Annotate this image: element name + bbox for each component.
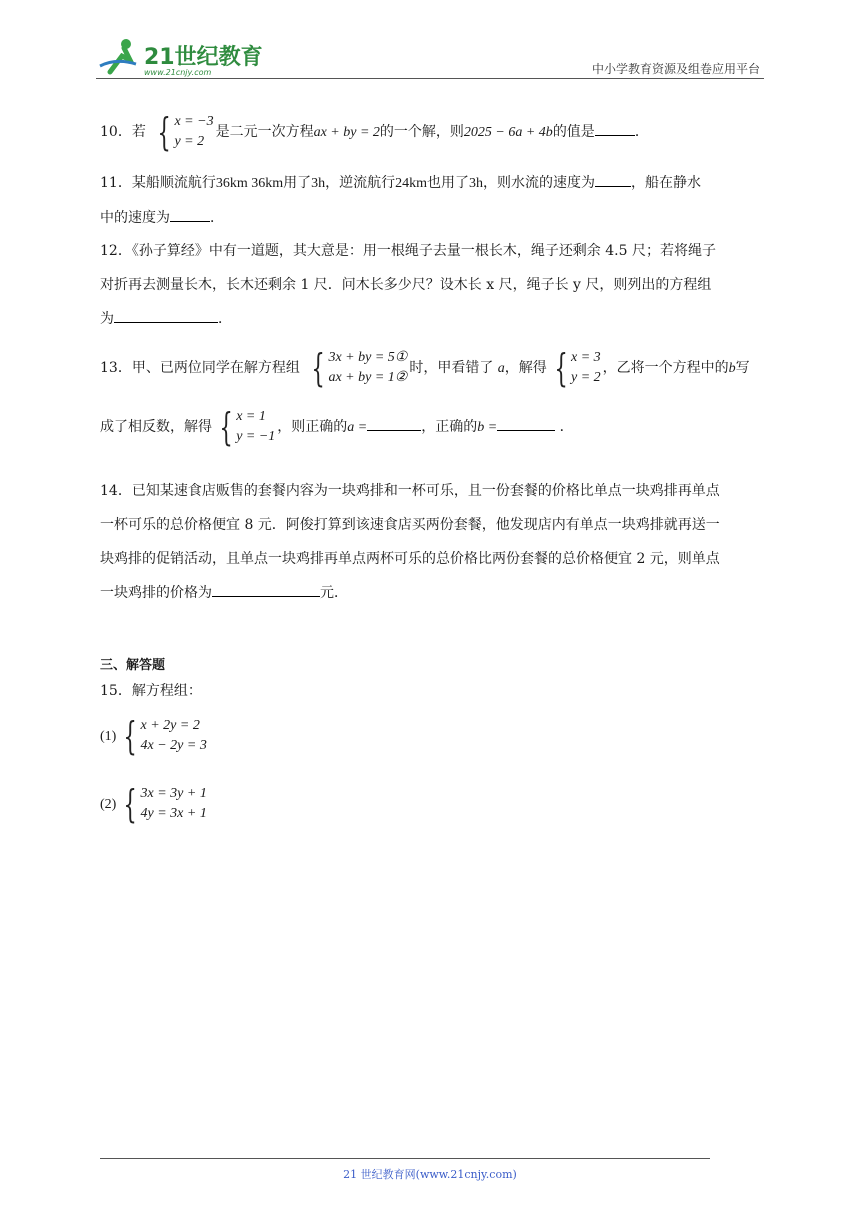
q11-text-e: ，逆流航行 bbox=[325, 175, 396, 191]
q15-p1-row1: x + 2y = 2 bbox=[140, 718, 200, 733]
q10-number: 10．若 bbox=[100, 124, 146, 140]
q11-distance: 36km 36km bbox=[215, 176, 284, 191]
header-platform-text: 中小学教育资源及组卷应用平台 bbox=[591, 62, 760, 76]
footer-divider bbox=[100, 1158, 710, 1159]
q15-title: 15．解方程组： bbox=[100, 683, 202, 699]
q13-blank-b[interactable] bbox=[497, 416, 555, 431]
q13-text-a: 13．甲、已两位同学在解方程组 bbox=[100, 360, 300, 376]
q15-p2-row1: 3x = 3y + 1 bbox=[140, 786, 207, 801]
q13-var-b: b bbox=[728, 361, 736, 376]
q13-text-c: ，解得 bbox=[504, 360, 547, 376]
q13-solution-jia bbox=[549, 348, 601, 388]
q14-answer-blank[interactable] bbox=[212, 582, 320, 597]
q11-text-j: ，船在静水 bbox=[631, 175, 701, 191]
q13-text-b: 时，甲看错了 bbox=[409, 360, 494, 376]
brace-icon: { bbox=[311, 346, 326, 390]
question-11 bbox=[100, 166, 762, 235]
question-10 bbox=[100, 112, 762, 152]
q13-a-equals: a = bbox=[347, 420, 368, 435]
q14-line1: 14．已知某速食店贩售的套餐内容为一块鸡排和一杯可乐，且一份套餐的价格比单点一块鸡排再单点 bbox=[100, 483, 720, 499]
q11-text-g: 也用了 bbox=[427, 175, 469, 191]
q15-p1-label: (1) bbox=[100, 729, 117, 744]
q13-period: ． bbox=[559, 419, 574, 435]
header-divider bbox=[96, 78, 764, 79]
q13-text-d: ，乙将一个方程中的 bbox=[602, 360, 729, 376]
q11-text-c: 用了 bbox=[283, 175, 312, 191]
q15-p2-system bbox=[118, 784, 207, 824]
q13-s1-row1: x = 3 bbox=[570, 350, 601, 365]
q15-p2-row2: 4y = 3x + 1 bbox=[140, 806, 207, 821]
q13-s2-row2: y = −1 bbox=[236, 429, 276, 444]
brace-icon: { bbox=[123, 714, 138, 758]
q12-line3: 为 bbox=[100, 311, 114, 327]
q10-row2: y = 2 bbox=[174, 134, 205, 149]
q13-s2-row1: x = 1 bbox=[236, 409, 266, 424]
q13-s1-row2: y = 2 bbox=[570, 370, 601, 385]
q12-line2: 对折再去测量长木，长木还剩余 1 尺．问木长多少尺？设木长 x 尺，绳子长 y 尺，则列出的方程组 bbox=[100, 277, 712, 293]
logo-url: www.21cnjy.com bbox=[144, 68, 212, 77]
q10-text: 是二元一次方程 bbox=[215, 124, 314, 140]
q12-period: ． bbox=[218, 311, 232, 327]
section-title: 三、解答题 bbox=[100, 658, 166, 673]
q15-p1-row2: 4x − 2y = 3 bbox=[140, 738, 207, 753]
question-15 bbox=[100, 674, 762, 708]
q14-line2: 一杯可乐的总价格便宜 8 元．阿俊打算到该速食店买两份套餐，他发现店内有单点一块鸡排就再送一 bbox=[100, 517, 720, 533]
q11-blank-still[interactable] bbox=[170, 207, 210, 222]
q10-text2: 的一个解，则 bbox=[379, 124, 464, 140]
q11-time2: 3h bbox=[469, 176, 483, 191]
q13-text-i: ，正确的 bbox=[421, 419, 478, 435]
site-logo bbox=[96, 36, 266, 78]
q10-expression: 2025 − 6a + 4b bbox=[463, 125, 553, 140]
brace-icon: { bbox=[157, 110, 172, 154]
q11-text-a: 11．某船顺流航行 bbox=[100, 175, 216, 191]
q13-solution-yi bbox=[214, 407, 275, 447]
q15-p2-label: (2) bbox=[100, 797, 117, 812]
q13-text-f: 成了相反数，解得 bbox=[100, 419, 212, 435]
q14-line4a: 一块鸡排的价格为 bbox=[100, 585, 212, 601]
q13-system bbox=[306, 348, 407, 388]
q12-line1: 12．《孙子算经》中有一道题，其大意是：用一根绳子去量一根长木，绳子还剩余 4.5 尺；若将绳子 bbox=[100, 243, 716, 259]
q15-p1-system bbox=[118, 716, 207, 756]
q13-text-e: 写 bbox=[735, 360, 750, 376]
q15-part1 bbox=[100, 716, 762, 756]
q12-answer-blank[interactable] bbox=[114, 308, 218, 323]
q13-row1: 3x + by = 5① bbox=[328, 350, 408, 365]
q10-row1: x = −3 bbox=[174, 114, 214, 129]
question-13 bbox=[100, 346, 762, 450]
question-12 bbox=[100, 234, 762, 336]
q11-blank-current[interactable] bbox=[595, 172, 631, 187]
brace-icon: { bbox=[219, 405, 233, 449]
question-14 bbox=[100, 474, 762, 610]
brace-icon: { bbox=[554, 346, 568, 390]
q14-line3: 块鸡排的促销活动，且单点一块鸡排再单点两杯可乐的总价格比两份套餐的总价格便宜 2 元，则单点 bbox=[100, 551, 720, 567]
q13-blank-a[interactable] bbox=[367, 416, 421, 431]
q11-text-k: 中的速度为 bbox=[100, 210, 170, 226]
brace-icon: { bbox=[123, 782, 138, 826]
q11-text-i: ，则水流的速度为 bbox=[483, 175, 595, 191]
q13-var-a: a bbox=[497, 361, 505, 376]
q13-b-equals: b = bbox=[477, 420, 498, 435]
q15-part2 bbox=[100, 784, 762, 824]
q10-period: ． bbox=[634, 124, 649, 140]
q13-row2: ax + by = 1② bbox=[328, 370, 408, 385]
q10-equation: ax + by = 2 bbox=[313, 125, 380, 140]
q10-system bbox=[152, 112, 213, 152]
q10-answer-blank[interactable] bbox=[595, 121, 635, 136]
footer-link[interactable]: 21 世纪教育网(www.21cnjy.com) bbox=[343, 1168, 517, 1181]
q11-time1: 3h bbox=[311, 176, 326, 191]
logo-text: 21世纪教育 bbox=[144, 45, 263, 70]
q11-distance2: 24km bbox=[395, 176, 427, 191]
q13-text-g: ，则正确的 bbox=[277, 419, 348, 435]
q10-text3: 的值是 bbox=[552, 124, 595, 140]
q14-line4b: 元． bbox=[320, 585, 348, 601]
q11-period: ． bbox=[210, 210, 224, 226]
